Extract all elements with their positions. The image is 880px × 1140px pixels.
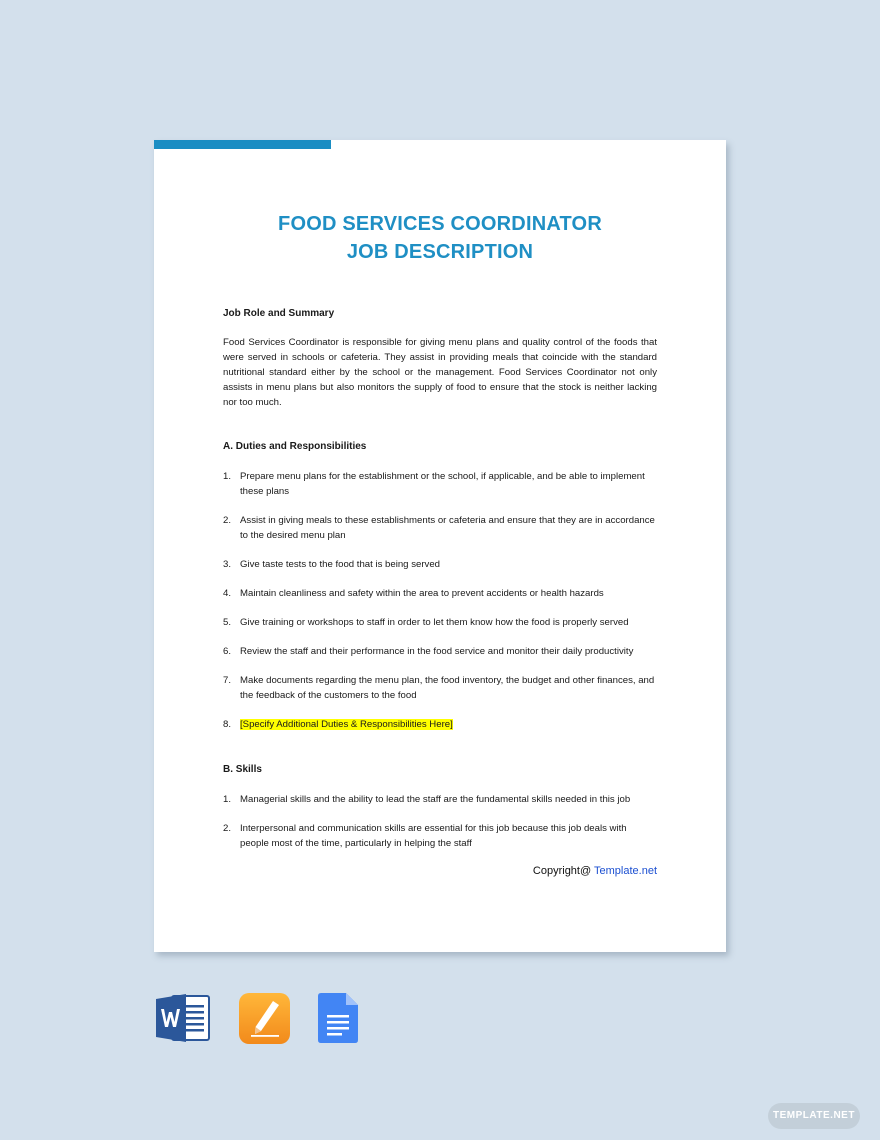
list-text: Review the staff and their performance in the food service and monitor their daily productivity: [240, 646, 634, 657]
list-item: [223, 586, 657, 601]
copyright-line: [154, 865, 657, 877]
list-text: Give training or workshops to staff in order to let them know how the food is properly served: [240, 617, 629, 628]
placeholder-highlight: [Specify Additional Duties & Responsibilities Here]: [240, 719, 453, 730]
summary-heading: Job Role and Summary: [223, 308, 335, 319]
list-number: 3.: [223, 559, 232, 570]
duties-heading: A. Duties and Responsibilities: [223, 441, 367, 452]
list-item: [223, 469, 657, 499]
list-item: [223, 557, 657, 572]
list-number: 6.: [223, 646, 232, 657]
list-number: 1.: [223, 794, 232, 805]
list-item: [223, 821, 657, 851]
skills-list: [223, 792, 657, 851]
google-docs-icon[interactable]: [318, 993, 358, 1043]
list-number: 1.: [223, 471, 232, 482]
list-text: Prepare menu plans for the establishment or the school, if applicable, and be able to implement these plans: [240, 471, 645, 497]
list-number: 5.: [223, 617, 232, 628]
list-text: Assist in giving meals to these establishments or cafeteria and ensure that they are in accordance to the desired menu plan: [240, 515, 655, 541]
pages-icon[interactable]: [239, 993, 290, 1044]
list-number: 4.: [223, 588, 232, 599]
list-text: Managerial skills and the ability to lead the staff are the fundamental skills needed in this job: [240, 794, 631, 805]
list-number: 8.: [223, 719, 232, 730]
list-item: [223, 717, 657, 732]
word-icon[interactable]: [156, 993, 210, 1043]
list-text: Make documents regarding the menu plan, the food inventory, the budget and other finances, and the feedback of the customers to the food: [240, 675, 655, 701]
list-number: 2.: [223, 515, 232, 526]
document-page: [154, 140, 726, 952]
list-text: Give taste tests to the food that is being served: [240, 559, 440, 570]
list-number: 2.: [223, 823, 232, 834]
list-text: Interpersonal and communication skills are essential for this job because this job deals with people most of the time, particularly in helping the staff: [240, 823, 627, 849]
duties-list: [223, 469, 657, 732]
copyright-prefix: Copyright@: [532, 865, 595, 877]
list-item: [223, 513, 657, 543]
template-net-badge[interactable]: TEMPLATE.NET: [768, 1103, 860, 1129]
title-line-1: FOOD SERVICES COORDINATOR: [278, 213, 602, 235]
list-item: [223, 615, 657, 630]
skills-heading: B. Skills: [223, 764, 262, 775]
list-text: Maintain cleanliness and safety within the area to prevent accidents or health hazards: [240, 588, 604, 599]
list-number: 7.: [223, 675, 232, 686]
title-line-2: JOB DESCRIPTION: [346, 241, 534, 263]
copyright-link[interactable]: Template.net: [594, 865, 657, 877]
document-title: [154, 210, 726, 266]
list-item: [223, 673, 657, 703]
document-body: [223, 306, 657, 851]
list-item: [223, 644, 657, 659]
accent-bar: [154, 140, 331, 149]
list-item: [223, 792, 657, 807]
summary-paragraph: Food Services Coordinator is responsible for giving menu plans and quality control of the foods that were served in schools or cafeteria. They assist in providing meals that coincide with the standard nutritional standard either by the school or the management. Food Services Coordinator not only assists in menu plans but also monitors the supply of food to ensure that the stock is neither lacking nor too much.: [223, 337, 657, 408]
